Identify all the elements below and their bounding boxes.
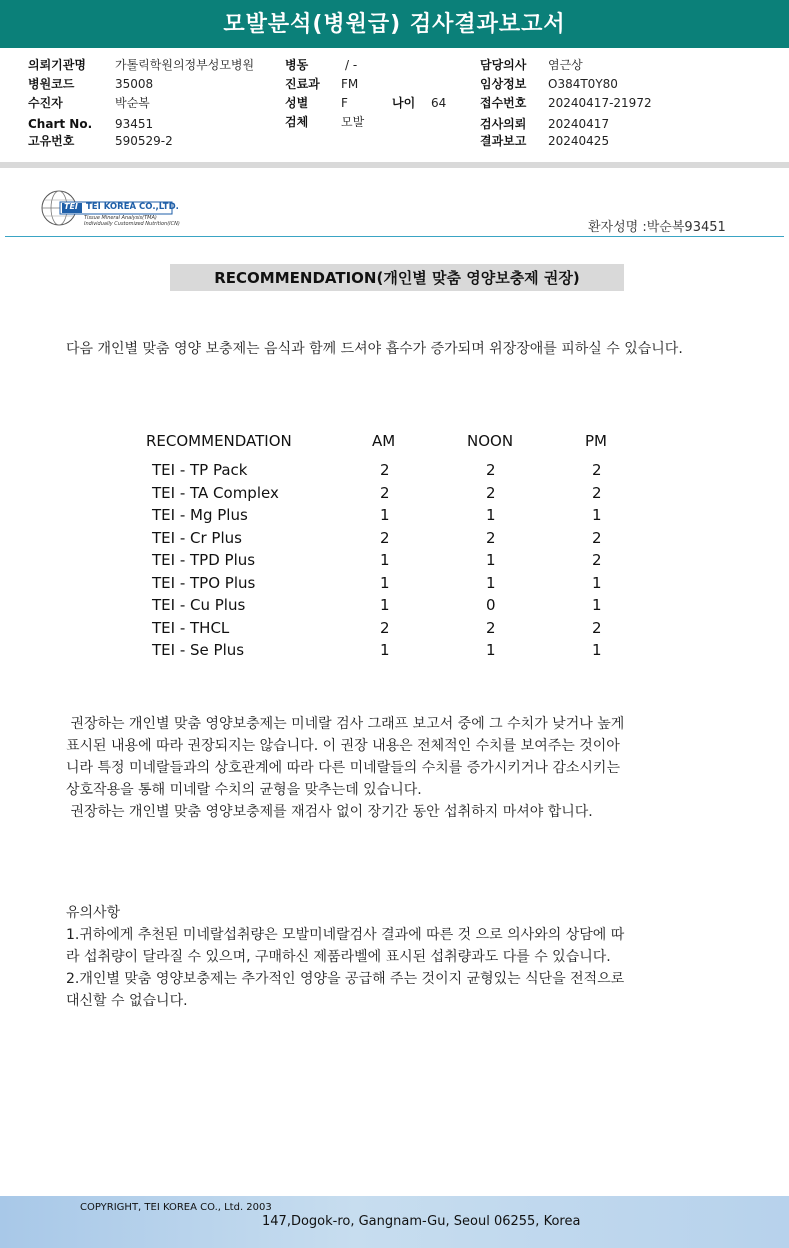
notice-line: 표시된 내용에 따라 권장되지는 않습니다. 이 권장 내용은 전체적인 수치를 보여주는 것이아 (66, 738, 620, 754)
row-am: 2 (380, 461, 390, 479)
table-row (0, 574, 789, 596)
info-value: 93451 (115, 117, 154, 131)
info-row-receipt-no (480, 94, 652, 112)
info-value: 35008 (115, 77, 154, 91)
footer-address: 147,Dogok-ro, Gangnam-Gu, Seoul 06255, Korea (262, 1214, 581, 1229)
footer-copyright: COPYRIGHT, TEI KOREA CO., Ltd. 2003 (80, 1202, 272, 1213)
table-row (0, 529, 789, 551)
info-value: 염근상 (548, 58, 583, 72)
row-noon: 2 (486, 528, 496, 547)
row-noon: 1 (486, 573, 496, 592)
logo-mark: TEI (64, 202, 78, 211)
row-product: TEI - TP Pack (152, 461, 248, 479)
patient-name: 환자성명 :박순복93451 (588, 220, 726, 235)
row-product: TEI - TPD Plus (152, 551, 256, 569)
logo-tagline-2: Individually Customized Nutrition(ICN) (84, 221, 180, 227)
info-label: 의뢰기관명 (28, 58, 86, 72)
info-value: O384T0Y80 (548, 77, 618, 91)
table-header-am: AM (372, 432, 396, 450)
footer-bar (0, 1196, 789, 1248)
row-noon: 0 (486, 596, 496, 614)
notice-line: 권장하는 개인별 맞춤 영양보충제를 재검사 없이 장기간 동안 섭취하지 마셔야 합니다. (66, 804, 593, 820)
recommendation-title: RECOMMENDATION(개인별 맞춤 영양보충제 권장) (170, 264, 624, 291)
info-row-age (392, 94, 446, 112)
info-row-department (285, 75, 358, 93)
row-product: TEI - Mg Plus (152, 506, 248, 524)
info-label: 접수번호 (480, 96, 527, 110)
header-rule (5, 236, 784, 237)
row-noon: 1 (486, 506, 496, 524)
row-pm: 2 (592, 551, 602, 569)
info-value: FM (341, 77, 359, 91)
row-am: 2 (380, 618, 390, 637)
notice-line: 니라 특정 미네랄들과의 상호관계에 따라 다른 미네랄들의 수치를 증가시키거나 감소시키는 (66, 760, 620, 776)
caution-line: 대신할 수 없습니다. (66, 993, 188, 1009)
row-am: 1 (380, 551, 390, 569)
table-row (0, 641, 789, 663)
row-noon: 2 (486, 461, 496, 479)
info-row-clinical-info (480, 75, 618, 93)
row-product: TEI - TA Complex (152, 483, 279, 502)
info-label: 결과보고 (480, 134, 527, 148)
info-row-specimen (285, 113, 364, 131)
info-label: 임상정보 (480, 77, 527, 91)
info-row-unique-no (28, 132, 173, 150)
info-label: Chart No. (28, 117, 93, 131)
report-title: 모발분석(병원급) 검사결과보고서 (0, 0, 789, 48)
info-label: 고유번호 (28, 134, 75, 148)
info-row-patient (28, 94, 150, 112)
info-label: 나이 (392, 96, 416, 110)
row-pm: 1 (592, 506, 602, 524)
info-value: 64 (431, 96, 447, 110)
info-value: 20240417 (548, 117, 610, 131)
row-am: 1 (380, 573, 390, 592)
row-am: 2 (380, 528, 390, 547)
row-product: TEI - THCL (152, 618, 230, 637)
row-product: TEI - Cu Plus (152, 596, 246, 614)
caution-heading: 유의사항 (66, 905, 121, 921)
info-value: F (341, 96, 348, 110)
info-value: 20240425 (548, 134, 610, 148)
info-label: 성별 (285, 96, 309, 110)
table-row (0, 596, 789, 618)
caution-line: 2.개인별 맞춤 영양보충제는 추가적인 영양을 공급해 주는 것이지 균형있는 식단을 전적으로 (66, 971, 625, 987)
table-row (0, 506, 789, 528)
row-pm: 2 (592, 461, 602, 479)
row-noon: 1 (486, 641, 496, 659)
info-label: 검사의뢰 (480, 117, 527, 131)
section-divider (0, 162, 789, 168)
row-pm: 1 (592, 573, 602, 592)
info-value: 모발 (341, 115, 365, 129)
row-noon: 2 (486, 483, 496, 502)
info-row-ward (285, 56, 357, 74)
notice-line: 상호작용을 통해 미네랄 수치의 균형을 맞추는데 있습니다. (66, 782, 422, 798)
info-label: 담당의사 (480, 58, 527, 72)
info-value: / - (345, 58, 358, 72)
info-row-sex (285, 94, 348, 112)
row-am: 2 (380, 483, 390, 502)
row-product: TEI - Se Plus (152, 641, 245, 659)
row-pm: 1 (592, 641, 602, 659)
info-label: 병원코드 (28, 77, 75, 91)
info-value: 20240417-21972 (548, 96, 652, 110)
row-product: TEI - Cr Plus (152, 528, 242, 547)
info-row-hospital-code (28, 75, 153, 93)
info-label: 수진자 (28, 96, 63, 110)
row-pm: 2 (592, 528, 602, 547)
row-noon: 1 (486, 551, 496, 569)
info-value: 박순복 (115, 96, 150, 110)
info-row-institution (28, 56, 254, 74)
info-row-request-date (480, 115, 609, 133)
info-row-doctor (480, 56, 583, 74)
info-row-report-date (480, 132, 609, 150)
row-pm: 1 (592, 596, 602, 614)
row-product: TEI - TPO Plus (152, 573, 256, 592)
row-pm: 2 (592, 618, 602, 637)
row-am: 1 (380, 506, 390, 524)
caution-line: 라 섭취량이 달라질 수 있으며, 구매하신 제품라벨에 표시된 섭취량과도 다를 수 있습니다. (66, 949, 611, 965)
info-row-chart-no (28, 115, 153, 133)
info-label: 진료과 (285, 77, 320, 91)
table-header-noon: NOON (467, 432, 514, 450)
table-header-pm: PM (585, 432, 607, 450)
row-noon: 2 (486, 618, 496, 637)
caution-line: 1.귀하에게 추천된 미네랄섭취량은 모발미네랄검사 결과에 따른 것 으로 의사와의 상담에 따 (66, 927, 625, 943)
info-value: 590529-2 (115, 134, 173, 148)
row-am: 1 (380, 641, 390, 659)
logo-brand: TEI KOREA CO.,LTD. (86, 202, 179, 212)
table-row (0, 619, 789, 641)
row-pm: 2 (592, 483, 602, 502)
table-row (0, 551, 789, 573)
info-label: 병동 (285, 58, 309, 72)
info-value: 가톨릭학원의정부성모병원 (115, 58, 255, 72)
table-row (0, 484, 789, 506)
logo-tagline-1: Tissue Mineral Analysis(TMA) (84, 215, 157, 221)
notice-line: 권장하는 개인별 맞춤 영양보충제는 미네랄 검사 그래프 보고서 중에 그 수치가 낮거나 높게 (66, 716, 625, 732)
table-row (0, 461, 789, 483)
tei-korea-logo (40, 188, 220, 228)
intro-paragraph: 다음 개인별 맞춤 영양 보충제는 음식과 함께 드셔야 흡수가 증가되며 위장장애를 피하실 수 있습니다. (66, 341, 683, 357)
table-header-recommendation: RECOMMENDATION (146, 432, 292, 450)
row-am: 1 (380, 596, 390, 614)
info-label: 검체 (285, 115, 309, 129)
